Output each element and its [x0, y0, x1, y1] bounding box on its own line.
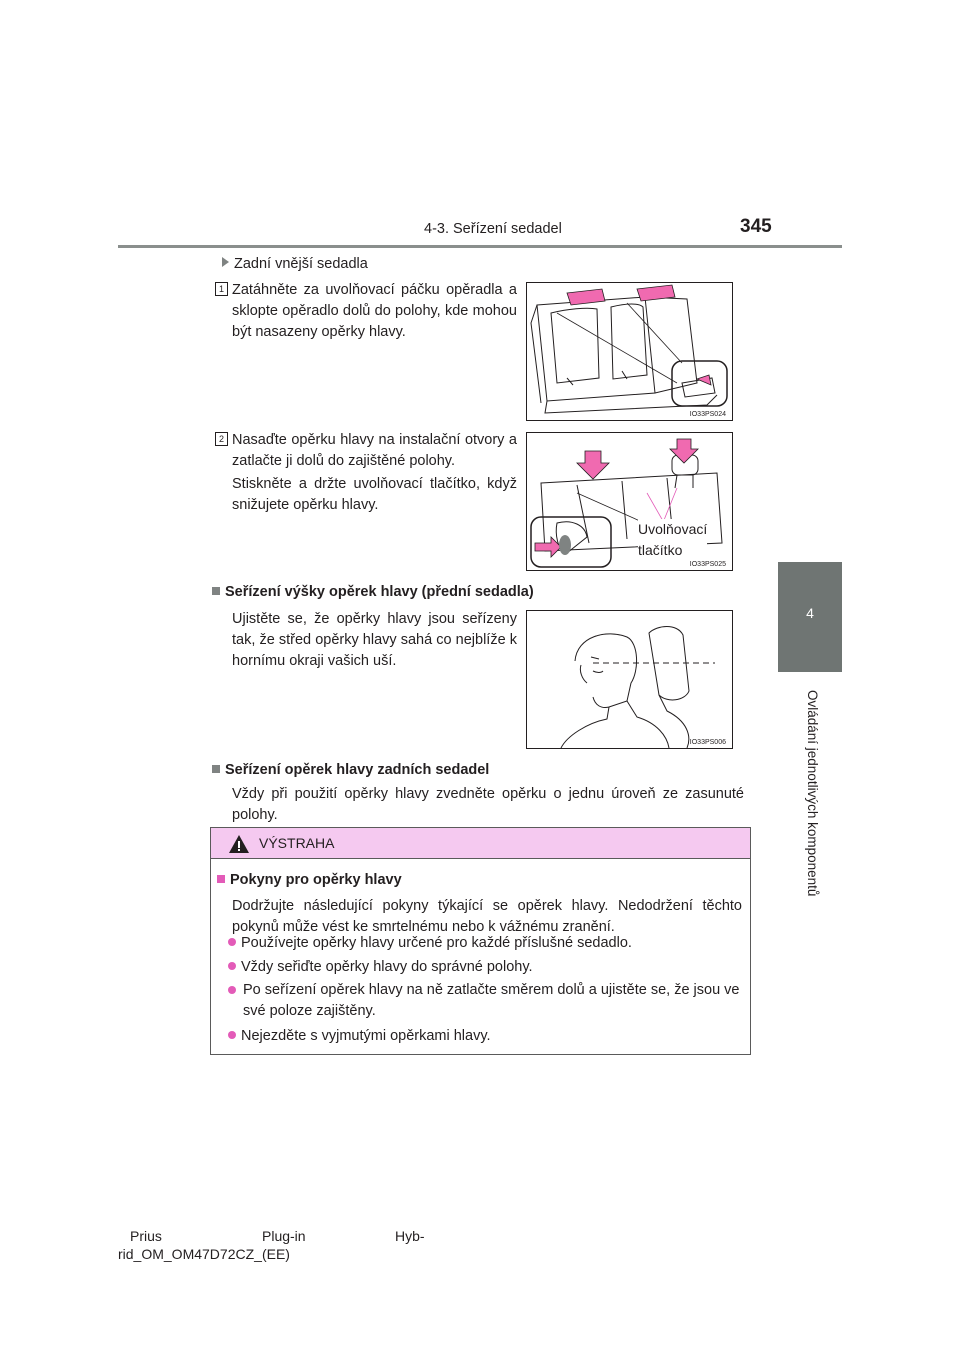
- figure-headrest-install: [526, 432, 733, 571]
- header-rule: [118, 245, 842, 248]
- callout-line-1: Uvolňovací: [638, 521, 708, 537]
- down-arrow-right: [670, 439, 698, 463]
- warning-heading: [217, 872, 402, 888]
- footer-text: Hyb-: [395, 1228, 425, 1244]
- figure-code: IO33PS025: [689, 561, 726, 568]
- section-title: 4-3. Seřízení sedadel: [424, 221, 562, 237]
- footer-line-2: rid_OM_OM47D72CZ_(EE): [118, 1246, 290, 1262]
- square-bullet-icon: [212, 587, 220, 595]
- warning-item: [228, 957, 743, 978]
- footer-line-1b: [262, 1227, 306, 1245]
- footer-line-1: [130, 1227, 162, 1245]
- warning-icon: [228, 834, 250, 854]
- rear-headrest-heading: [212, 762, 489, 778]
- front-headrest-text: Ujistěte se, že opěrky hlavy jsou seřízeny tak, že střed opěrky hlavy sahá co nejblíže k hornímu okraji vašich uší.: [232, 611, 517, 669]
- rear-outer-heading: [222, 254, 368, 275]
- square-bullet-icon: [212, 765, 220, 773]
- warning-title: VÝSTRAHA: [259, 835, 335, 851]
- square-bullet-icon: [217, 875, 225, 883]
- arrow-left: [567, 289, 605, 305]
- step1-text: Zatáhněte za uvolňovací páčku opěradla a sklopte opěradlo dolů do polohy, kde mohou být nasazeny opěrky hlavy.: [232, 282, 517, 340]
- circle-bullet-icon: [228, 1031, 236, 1039]
- triangle-bullet-icon: [222, 257, 229, 267]
- figure-seatback-release: [526, 282, 733, 421]
- chapter-label: Ovládání jednotlivých komponentů: [805, 690, 820, 897]
- front-headrest-heading: [212, 584, 534, 600]
- rear-headrest-text: Vždy při použití opěrky hlavy zvedněte opěrku o jednu úroveň ze zasunuté polohy.: [232, 786, 744, 823]
- warning-item-text: Po seřízení opěrek hlavy na ně zatlačte směrem dolů a ujistěte se, že jsou ve své poloze zajištěny.: [243, 982, 740, 1019]
- circle-bullet-icon: [228, 938, 236, 946]
- warning-item: [228, 1026, 743, 1047]
- rear-headrest-heading-text: Seřízení opěrek hlavy zadních sedadel: [225, 762, 490, 778]
- front-headrest-heading-text: Seřízení výšky opěrek hlavy (přední sedadla): [225, 584, 534, 600]
- circle-bullet-icon: [228, 962, 236, 970]
- footer-line-1c: [395, 1227, 425, 1245]
- warning-header: [211, 828, 750, 859]
- figure-code: IO33PS024: [689, 411, 726, 418]
- seatback-illustration: [527, 283, 732, 420]
- figure-code: IO33PS006: [689, 739, 726, 746]
- callout-line-2: tlačítko: [638, 542, 683, 558]
- step2-text-2: Stiskněte a držte uvolňovací tlačítko, když snižujete opěrku hlavy.: [232, 476, 517, 513]
- step-number-2: 2: [215, 432, 228, 446]
- warning-item-text: Nejezděte s vyjmutými opěrkami hlavy.: [241, 1028, 491, 1044]
- warning-box: [210, 827, 751, 1055]
- warning-heading-text: Pokyny pro opěrky hlavy: [230, 872, 402, 888]
- headrest-height-illustration: [527, 611, 732, 748]
- footer-text: Plug-in: [262, 1228, 306, 1244]
- warning-intro: Dodržujte následující pokyny týkající se opěrek hlavy. Nedodržení těchto pokynů může vést ke smrtelnému nebo k vážnému zranění.: [232, 898, 742, 935]
- chapter-number: 4: [806, 605, 814, 621]
- rear-outer-title: Zadní vnější sedadla: [234, 256, 368, 272]
- step2-text: Nasaďte opěrku hlavy na instalační otvory a zatlačte ji dolů do zajištěné polohy.: [232, 432, 517, 469]
- step-number-1: 1: [215, 282, 228, 296]
- down-arrow-left: [577, 451, 609, 479]
- warning-item: [228, 933, 743, 954]
- callout-release-button: [638, 519, 707, 561]
- warning-item-text: Používejte opěrky hlavy určené pro každé příslušné sedadlo.: [241, 935, 632, 951]
- figure-headrest-height: [526, 610, 733, 749]
- circle-bullet-icon: [228, 986, 236, 994]
- footer-text: Prius: [130, 1228, 162, 1244]
- page-number: 345: [740, 216, 772, 237]
- warning-item-text: Vždy seřiďte opěrky hlavy do správné polohy.: [241, 959, 533, 975]
